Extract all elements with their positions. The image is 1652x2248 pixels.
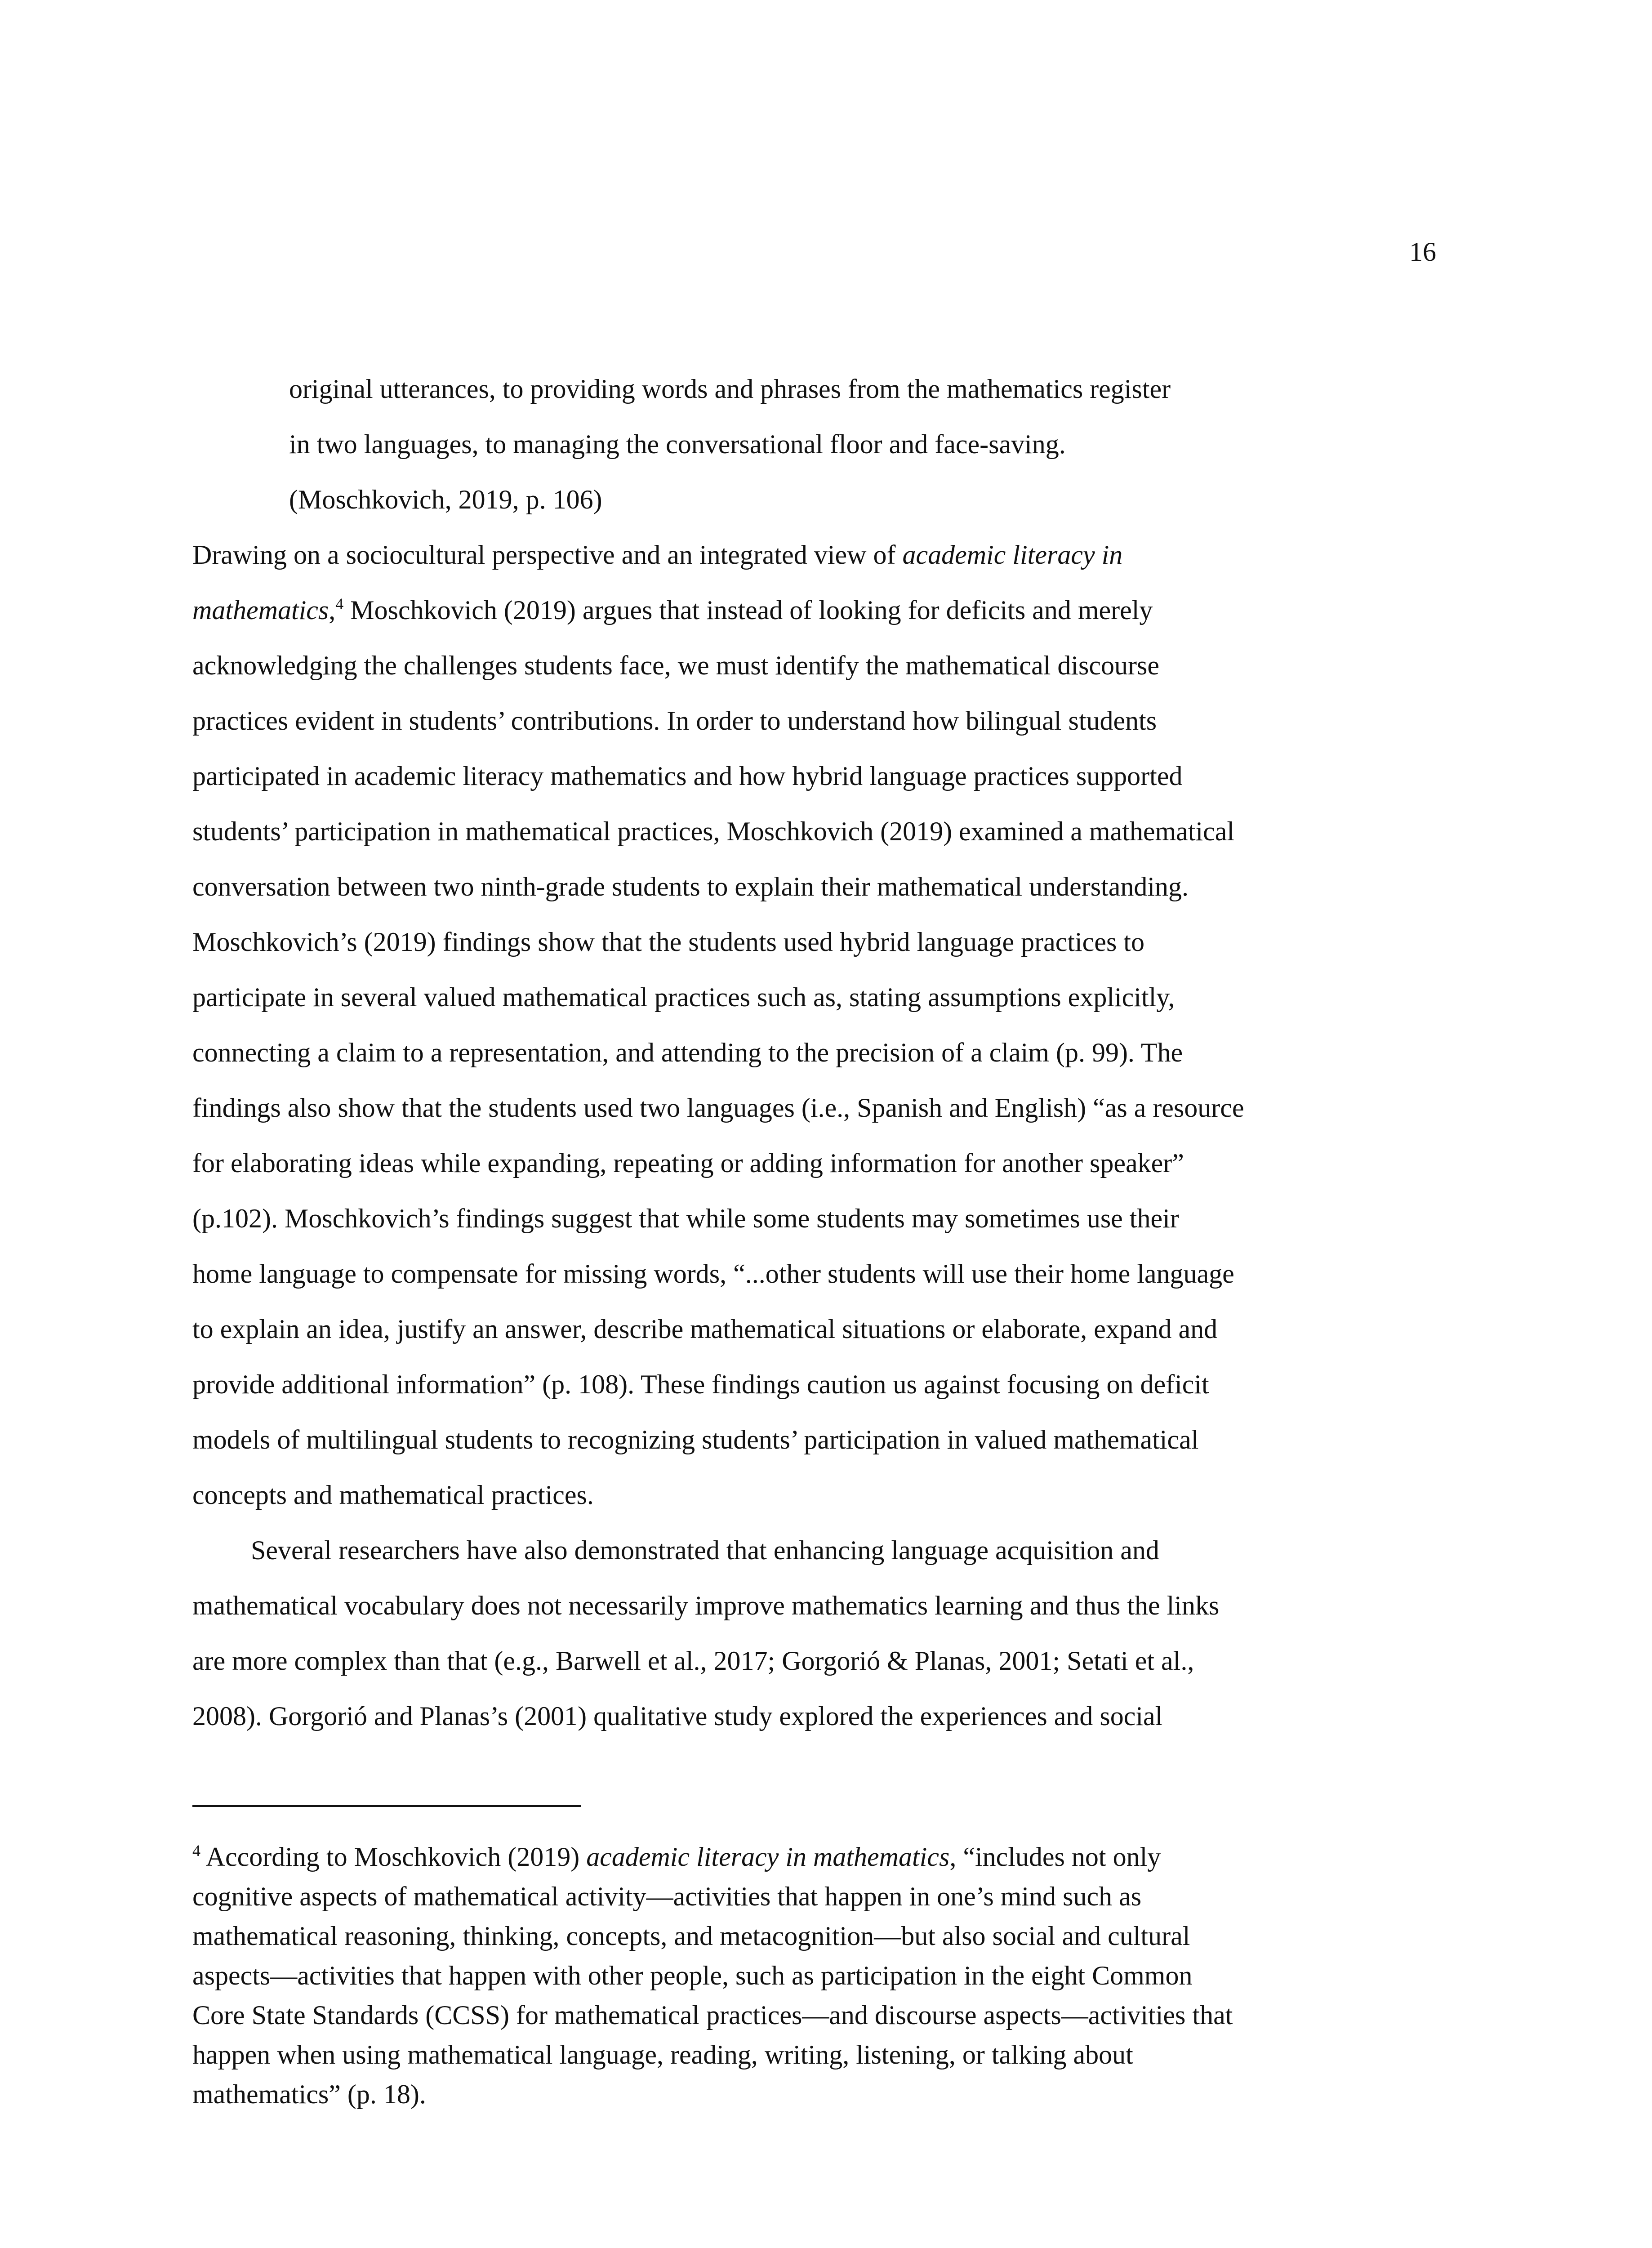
paragraph-text: Drawing on a sociocultural perspective and an integrated view of (192, 540, 903, 570)
footnote-line: cognitive aspects of mathematical activity—activities that happen in one’s mind such as (192, 1882, 1142, 1911)
paragraph-line: conversation between two ninth-grade students to explain their mathematical understanding. (192, 872, 1189, 901)
block-quote-line: in two languages, to managing the conversational floor and face-saving. (289, 429, 1066, 459)
footnote-line: happen when using mathematical language, reading, writing, listening, or talking about (192, 2040, 1133, 2070)
paragraph-line: practices evident in students’ contributions. In order to understand how bilingual students (192, 706, 1157, 736)
paragraph-line (192, 597, 1153, 624)
italic-term: academic literacy in mathematics (586, 1842, 950, 1872)
block-quote-line: original utterances, to providing words and phrases from the mathematics register (289, 374, 1171, 404)
paragraph-line: for elaborating ideas while expanding, repeating or adding information for another speaker” (192, 1148, 1184, 1178)
paragraph-line: connecting a claim to a representation, and attending to the precision of a claim (p. 99). The (192, 1038, 1183, 1067)
paragraph-line: Moschkovich’s (2019) findings show that the students used hybrid language practices to (192, 927, 1144, 957)
paragraph-text: , (329, 595, 336, 625)
footnote-number: 4 (192, 1842, 200, 1860)
footnote-line (192, 1843, 1161, 1870)
page-number: 16 (1409, 237, 1436, 267)
paragraph-line: Several researchers have also demonstrated that enhancing language acquisition and (251, 1535, 1159, 1565)
italic-term: academic literacy in (902, 540, 1123, 570)
paragraph-line: are more complex than that (e.g., Barwell et al., 2017; Gorgorió & Planas, 2001; Setati et al., (192, 1646, 1194, 1676)
paragraph-line: concepts and mathematical practices. (192, 1480, 594, 1510)
paragraph-line: 2008). Gorgorió and Planas’s (2001) qualitative study explored the experiences and social (192, 1701, 1163, 1731)
paragraph-line: mathematical vocabulary does not necessarily improve mathematics learning and thus the links (192, 1591, 1220, 1620)
paragraph-line: participated in academic literacy mathematics and how hybrid language practices supported (192, 761, 1183, 791)
paragraph-line: models of multilingual students to recognizing students’ participation in valued mathematical (192, 1425, 1199, 1454)
footnote-reference: 4 (335, 595, 344, 613)
italic-term: mathematics (192, 595, 329, 625)
paragraph-line: (p.102). Moschkovich’s findings suggest that while some students may sometimes use their (192, 1204, 1179, 1233)
footnote-line: Core State Standards (CCSS) for mathematical practices—and discourse aspects—activities that (192, 2000, 1233, 2030)
paragraph-line: acknowledging the challenges students face, we must identify the mathematical discourse (192, 651, 1159, 680)
footnote-line: aspects—activities that happen with other people, such as participation in the eight Common (192, 1961, 1193, 1990)
paragraph-line: to explain an idea, justify an answer, describe mathematical situations or elaborate, expand and (192, 1314, 1218, 1344)
paragraph-text: Moschkovich (2019) argues that instead of looking for deficits and merely (343, 595, 1153, 625)
block-quote-line: (Moschkovich, 2019, p. 106) (289, 485, 602, 514)
paragraph-line: provide additional information” (p. 108). These findings caution us against focusing on deficit (192, 1369, 1209, 1399)
footnote-text: According to Moschkovich (2019) (200, 1842, 587, 1872)
footnote-separator (192, 1805, 581, 1807)
paragraph-line: participate in several valued mathematical practices such as, stating assumptions explicitly, (192, 982, 1175, 1012)
footnote-line: mathematics” (p. 18). (192, 2079, 426, 2109)
paragraph-line: students’ participation in mathematical practices, Moschkovich (2019) examined a mathematical (192, 816, 1235, 846)
footnote-text: , “includes not only (949, 1842, 1161, 1872)
footnote-line: mathematical reasoning, thinking, concepts, and metacognition—but also social and cultural (192, 1921, 1190, 1951)
paragraph-line: home language to compensate for missing words, “...other students will use their home language (192, 1259, 1234, 1289)
paragraph-line: findings also show that the students used two languages (i.e., Spanish and English) “as a resource (192, 1093, 1244, 1123)
paragraph-line (192, 541, 1122, 568)
